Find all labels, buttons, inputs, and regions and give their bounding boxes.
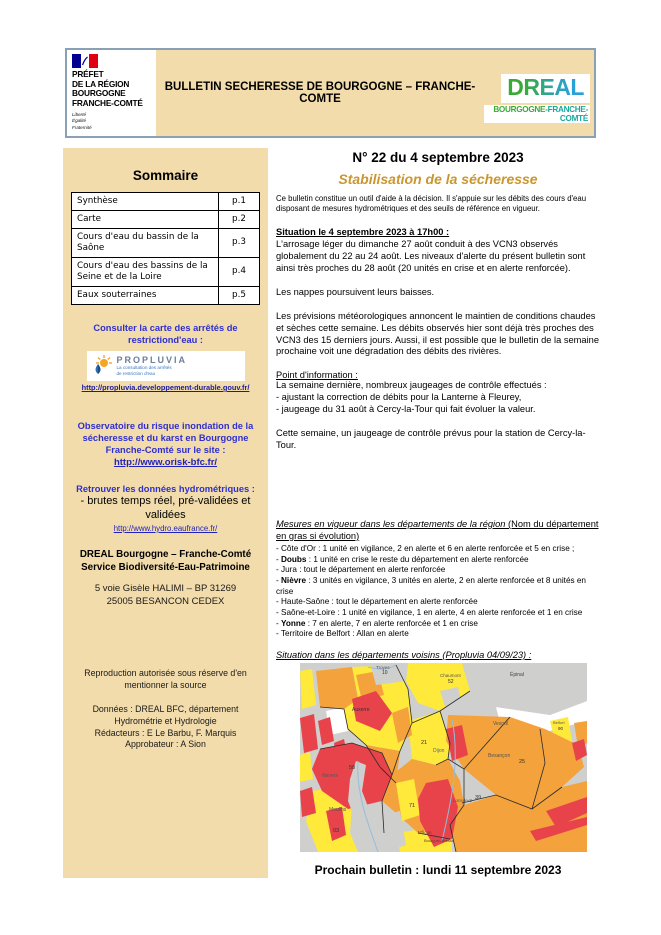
map-label: Mâcon (418, 829, 432, 835)
department-list (276, 544, 600, 640)
map-label: 10 (382, 669, 388, 676)
department-line: - Haute-Saône : tout le département en alerte renforcée (276, 597, 478, 607)
address-org-line2: Service Biodiversité-Eau-Patrimoine (81, 561, 250, 573)
map-label: Troyes (376, 664, 390, 670)
toc-table (71, 192, 260, 305)
point-line: - ajustant la correction de débits pour la Lanterne à Fleurey, (276, 392, 522, 403)
propluvia-intro: Consulter la carte des arrêtés de restrictiond'eau : (93, 322, 238, 345)
propluvia-link[interactable]: http://propluvia.developpement-durable.gouv.fr/ (81, 383, 250, 393)
orisk-text: Observatoire du risque inondation de la sécheresse et du karst en Bourgogne Franche-Comté sur le site : (77, 421, 254, 456)
toc-row (72, 210, 260, 228)
address-street: 5 voie Gisèle HALIMI – BP 31269 (94, 583, 237, 595)
point-line: - jaugeage du 31 août à Cercy-la-Tour qui fait évoluer la valeur. (276, 404, 536, 415)
toc-page: p.2 (219, 210, 260, 228)
bulletin-header (65, 48, 596, 138)
bulletin-title: BULLETIN SECHERESSE DE BOURGOGNE – FRANCHE-COMTE (164, 81, 476, 105)
map-label: 71 (409, 802, 416, 809)
paragraph: Les prévisions météorologiques annoncent le maintien de conditions chaudes et sèches cette semaine. Les débits observés hier sont déjà très proches des VCN3 des 15 derniers jours. Aussi, il est possible que le bulletin de la semaine prochaine voit une dégradation des débits des rivières. (276, 310, 599, 357)
department-line: - Doubs : 1 unité en crise le reste du département en alerte renforcée (276, 554, 529, 564)
paragraph: Cette semaine, un jaugeage de contrôle prévus pour la station de Cercy-la-Tour. (276, 428, 586, 450)
toc-label: Cours d'eau des bassins de la Seine et de la Loire (72, 257, 219, 286)
toc-page: p.3 (219, 228, 260, 257)
footer-redacteurs: Rédacteurs : E Le Barbu, F. Marquis (94, 727, 237, 738)
map-label: 25 (519, 758, 526, 765)
toc-row (72, 257, 260, 286)
prefet-title: PRÉFET DE LA RÉGION BOURGOGNE FRANCHE-COMTÉ (72, 69, 143, 108)
map-label: 03 (333, 827, 340, 834)
dreal-logo-region: BOURGOGNE-FRANCHE-COMTÉ (484, 105, 590, 123)
address-city: 25005 BESANCON CEDEX (106, 595, 225, 607)
point-information-heading: Point d'information : (276, 370, 358, 381)
footer-approbateur: Approbateur : A Sion (125, 739, 206, 750)
toc-page: p.1 (219, 193, 260, 211)
department-line: - Yonne : 7 en alerte, 7 en alerte renforcée et 1 en crise (276, 618, 478, 628)
prefet-motto: Liberté Égalité Fraternité (72, 112, 92, 130)
address-org-line1: DREAL Bourgogne – Franche-Comté (79, 548, 252, 560)
map-label: 58 (349, 764, 356, 771)
sidebar (63, 148, 268, 878)
map-label: 21 (421, 739, 428, 746)
map-label: Besançon (488, 752, 511, 759)
map-label: Bourg-en-Bresse (424, 837, 455, 843)
department-line: - Territoire de Belfort : Allan en alerte (276, 629, 409, 639)
map-label: Épinal (510, 671, 524, 678)
toc-table-body (72, 193, 260, 305)
sidebar-footer (71, 668, 260, 751)
situation-heading: Situation le 4 septembre 2023 à 17h00 : (276, 227, 450, 238)
toc-label: Cours d'eau du bassin de la Saône (72, 228, 219, 257)
point-line: La semaine dernière, nombreux jaugeages de contrôle effectués : (276, 380, 547, 391)
next-bulletin: Prochain bulletin : lundi 11 septembre 2023 (314, 862, 562, 877)
main-content (276, 150, 600, 877)
dreal-logo-name: DREAL (507, 74, 584, 100)
map-label: Belfort (553, 719, 565, 725)
toc-page: p.5 (219, 286, 260, 304)
map-label: 39 (475, 794, 482, 801)
toc-label: Eaux souterraines (72, 286, 219, 304)
toc-row (72, 228, 260, 257)
footer-donnees: Données : DREAL BFC, département Hydrométrie et Hydrologie (92, 703, 239, 726)
reproduction-note: Reproduction autorisée sous réserve d'en mentionner la source (84, 668, 247, 690)
voisins-map (300, 663, 587, 852)
propluvia-sun-drop-icon (91, 354, 113, 378)
intro-paragraph: Ce bulletin constitue un outil d'aide à la décision. Il s'appuie sur les débits des cours d'eau disposant de mesures hydrométriques et des seuils de référence en vigueur. (276, 194, 587, 214)
dreal-logo (484, 74, 594, 126)
toc-page: p.4 (219, 257, 260, 286)
hydro-title: Retrouver les données hydrométriques : (76, 484, 255, 495)
map-label: 52 (448, 678, 454, 685)
toc-row (72, 193, 260, 211)
french-flag-icon (72, 54, 98, 68)
headline: Stabilisation de la sécheresse (338, 171, 538, 187)
mesures-heading: Mesures en vigueur dans les départements de la région (Nom du département en gras si évolution) (276, 518, 599, 541)
department-line: - Nièvre : 3 unités en vigilance, 3 unités en alerte, 2 en alerte renforcée et 8 unités en crise (276, 575, 586, 596)
voisins-heading: Situation dans les départements voisins (Propluvia 04/09/23) : (276, 649, 532, 660)
map-label: Dijon (433, 747, 445, 754)
paragraph: Les nappes poursuivent leurs baisses. (276, 286, 435, 297)
map-label: Chaumont (440, 672, 461, 678)
propluvia-logo-subtitle: La consultation des arrêtés de restriction d'eau (116, 365, 172, 377)
dreal-address (71, 549, 260, 608)
propluvia-map (300, 663, 587, 852)
map-label: 90 (558, 725, 564, 731)
map-label: Moulins (329, 806, 347, 813)
hydro-link[interactable]: http://www.hydro.eaufrance.fr/ (113, 523, 218, 533)
sommaire-title: Sommaire (132, 168, 199, 183)
paragraph: L'arrosage léger du dimanche 27 août conduit à des VCN3 observés globalement du 22 au 24 août. Les niveaux d'alerte du présent bulletin sont ainsi très proches du 28 août (20 unités en crise et en alerte renforcée). (276, 239, 586, 274)
hydro-text: - brutes temps réel, pré-validées et validées (80, 495, 251, 522)
orisk-link[interactable]: http://www.orisk-bfc.fr/ (113, 457, 218, 469)
map-label: Lons-le-S (453, 797, 473, 803)
issue-title: N° 22 du 4 septembre 2023 (352, 150, 524, 165)
toc-label: Synthèse (72, 193, 219, 211)
toc-label: Carte (72, 210, 219, 228)
map-label: Vesoul (493, 720, 509, 727)
map-label: Nevers (322, 772, 338, 779)
department-line: - Côte d'Or : 1 unité en vigilance, 2 en alerte et 6 en alerte renforcée et 5 en crise ; (276, 543, 575, 553)
toc-row (72, 286, 260, 304)
propluvia-logo-title: PROPLUVIA (116, 355, 188, 366)
department-line: - Saône-et-Loire : 1 unité en vigilance, 1 en alerte, 4 en alerte renforcée et 1 en crise (276, 607, 583, 617)
propluvia-logo (87, 351, 245, 381)
prefet-logo (67, 50, 156, 136)
map-label: Auxerre (352, 706, 370, 713)
department-line: - Jura : tout le département en alerte renforcée (276, 565, 446, 575)
